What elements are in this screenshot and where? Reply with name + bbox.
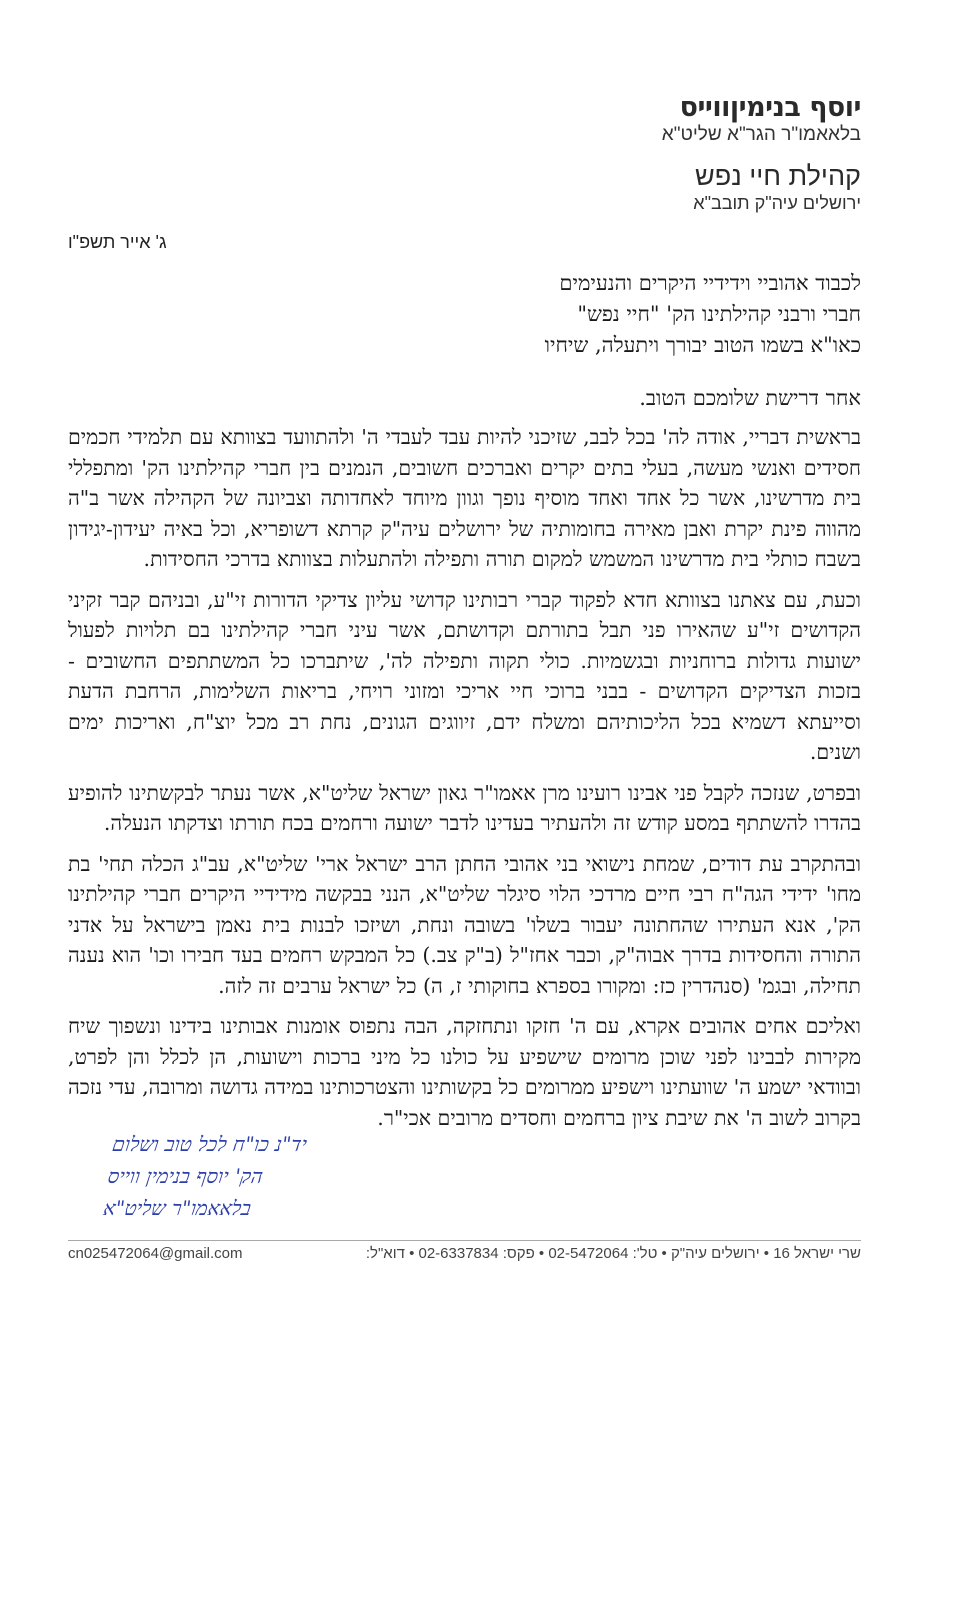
sender-name: יוסף בנימיןווייס xyxy=(679,92,861,123)
signature-line: בלאאמו"ר שליט"א xyxy=(101,1196,253,1220)
footer xyxy=(68,1242,861,1264)
salutation-line: כאו"א בשמו הטוב יבורך ויתעלה, שיחיו xyxy=(544,333,861,357)
signature-line: הק' יוסף בנימין ווייס xyxy=(106,1164,265,1188)
body-paragraph: בראשית דבריי, אודה לה' בכל לבב, שזיכני להיות עבד לעבדי ה' ולהתוועד בצוותא עם תלמידי חכמים חסידים ואנשי מעשה, בעלי בתים יקרים ואברכים חשובים, הנמנים בין חברי קהילתינו הק' ומתפללי בית מדרשינו, אשר כל אחד ואחד מוסיף נופך וגוון מיוחד לאחדותה וצביונה של הקהילה אשר ב"ה מהווה פינת יקרת ואבן מאירה בחומותיה של ירושלים עיה"ק קרתא דשופריא, וכל באיה יעידון-יגידון בשבח כותלי בית מדרשינו המשמש למקום תורה ותפילה ולהתעלות בצוותא בדרכי החסידות. xyxy=(68,425,861,571)
footer-email[interactable]: cn025472064@gmail.com xyxy=(68,1244,243,1262)
signature-line: יד"נ כו"ח לכל טוב ושלום xyxy=(110,1132,309,1156)
body-paragraph: ובפרט, שנזכה לקבל פני אבינו רועינו מרן אאמו"ר גאון ישראל שליט"א, אשר נעתר לבקשתינו להופיע בהדרו להשתתף במסע קודש זה ולהעתיר בעדינו לדבר ישועה ורחמים בכח תורתו וצדקתו הנעלה. xyxy=(68,780,861,835)
greeting: אחר דרישת שלומכם הטוב. xyxy=(639,386,861,410)
footer-divider xyxy=(68,1240,861,1241)
salutation-line: חברי ורבני קהילתינו הק' "חיי נפש" xyxy=(577,302,861,326)
congregation-name: קהילת חיי נפש xyxy=(695,161,861,191)
body-paragraph: ובהתקרב עת דודים, שמחת נישואי בני אהובי החתן הרב ישראל ארי' שליט"א, עב"ג הכלה תחי' בת מחו' ידידי הגה"ח רבי חיים מרדכי הלוי סיגלר שליט"א, הנני בבקשה מידידיי היקרים חברי קהילתינו הק', אנא העתירו שהחתונה יעבור בשלו' בשובה ונחת, ושיזכו לבנות בית נאמן בישראל על אדני התורה והחסידות בדרך אבוה"ק, וכבר אחז"ל (ב"ק צב.) כל המבקש רחמים בעד חבירו וכו' הוא נענה תחילה, ובגמ' (סנהדרין כז: ומקורו בספרא בחוקותי ז, ה) כל ישראל ערבים זה לזה. xyxy=(68,851,861,998)
sender-title: בלאאמו"ר הגר"א שליט"א xyxy=(661,124,861,145)
body-paragraph: ואליכם אחים אהובים אקרא, עם ה' חזקו ונתחזקה, הבה נתפוס אומנות אבותינו בידינו ונשפוך שיח מקירות לבבינו לפני שוכן מרומים שישפיע על כולנו כל מיני ברכות וישועות, הן לכלל והן לפרט, ובוודאי ישמע ה' שוועתינו וישפיע ממרומים כל בקשותינו והצטרכותינו במידה גדושה ומרובה, עדי נזכה בקרוב לשוב ה' את שיבת ציון ברחמים וחסדים מרובים אכי"ר. xyxy=(68,1014,861,1130)
footer-contact: שרי ישראל 16 • ירושלים עיה"ק • טל': 02-5472064 • פקס: 02-6337834 • דוא"ל: xyxy=(365,1244,861,1262)
salutation xyxy=(261,268,861,361)
body-paragraph: וכעת, עם צאתנו בצוותא חדא לפקוד קברי רבותינו קדושי עליון צדיקי הדורות זי"ע, ובניהם קבר זקיני הקדושים זי"ע שהאירו פני תבל בתורתם וקדושתם, אשר עיני חברי קהילתינו בם תלויות לפעול ישועות גדולות ברוחניות ובגשמיות. כולי תקוה ותפילה לה', שיתברכו כל המשתתפים החשובים - בזכות הצדיקים הקדושים - בבני ברוכי חיי אריכי ומזוני רויחי, בריאות השלימות, הרחבת הדעת וסייעתא דשמיא בכל הליכותיהם ומשלח ידם, זיווגים הגונים, נחת רב מכל יוצ"ח, ואריכות ימים ושנים. xyxy=(68,587,861,764)
salutation-line: לכבוד אהוביי וידידיי היקרים והנעימים xyxy=(559,271,861,295)
letter-date: ג' אייר תשפ"ו xyxy=(68,232,167,252)
congregation-city: ירושלים עיה"ק תובב"א xyxy=(693,193,861,213)
handwritten-signature xyxy=(101,1128,444,1224)
letterhead xyxy=(461,92,861,214)
letter-body xyxy=(68,422,861,1143)
